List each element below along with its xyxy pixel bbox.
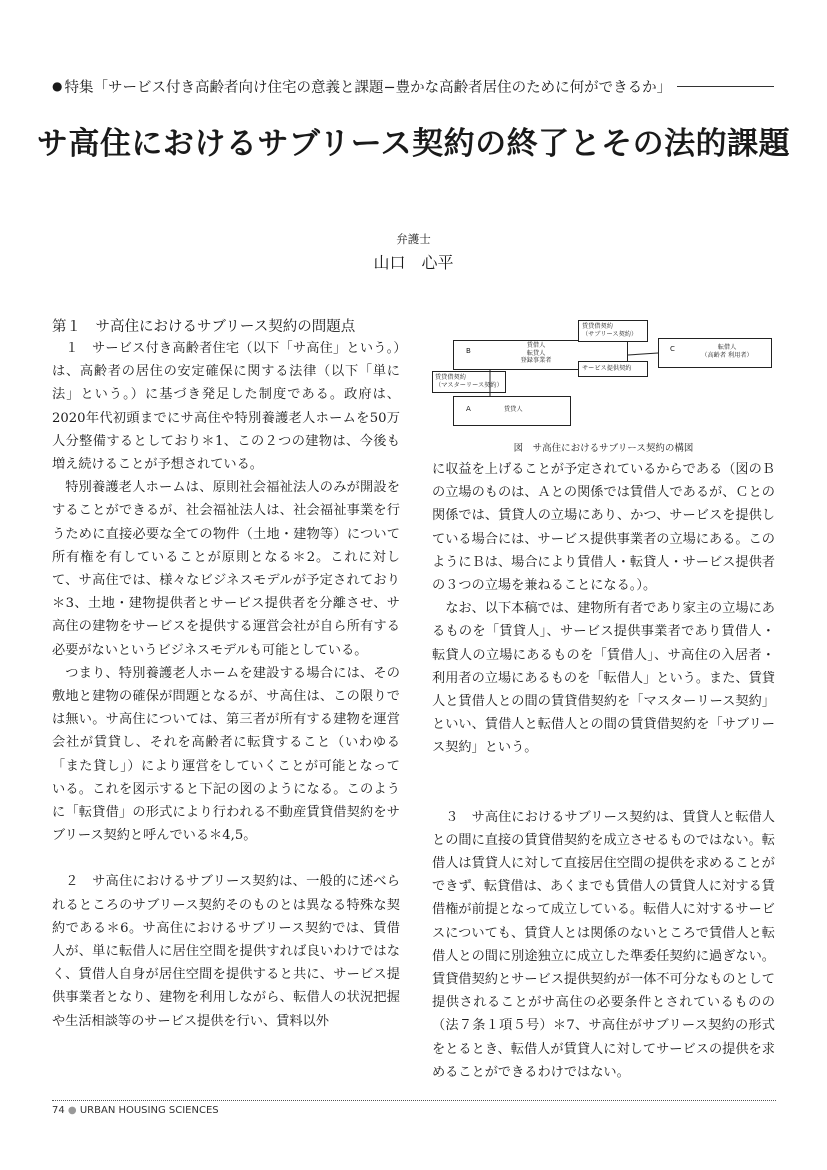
paragraph: なお、以下本稿では、建物所有者であり家主の立場にあるものを「賃貸人」、サービス提供事業者であり賃借人・転貸人の立場にあるものを「賃借人」、サ高住の入居者・利用者の立場にあるものを「転借人」という。また、賃貸人と賃借人との間の賃貸借契約を「マスターリース契約」といい、賃借人と転借人との間の賃貸借契約を「サブリース契約」という。	[432, 601, 775, 756]
party-b-roles: 賃借人 転貸人 登録事業者	[520, 342, 552, 364]
series-header	[52, 74, 774, 98]
article-title: サ高住におけるサブリース契約の終了とその法的課題	[36, 126, 791, 162]
journal-name: URBAN HOUSING SCIENCES	[79, 1105, 219, 1116]
paragraph: １ サービス付き高齢者住宅（以下「サ高住」という。）は、高齢者の居住の安定確保に関する法律（以下「単に法」という。）に基づき発足した制度である。政府は、2020年代初頭までにサ高住や特別養護老人ホームを50万人分整備するとしており＊1、この２つの建物は、今後も増え続けることが予想されている。	[52, 341, 400, 473]
figure-caption: 図 サ高住におけるサブリース契約の構図	[513, 443, 694, 454]
series-bullet: ●	[52, 79, 63, 93]
author-name: 山口 心平	[373, 253, 454, 272]
sublease-diagram	[430, 318, 777, 453]
author-role: 弁護士	[396, 232, 431, 246]
right-column	[432, 458, 775, 1084]
paragraph: ３ サ高住におけるサブリース契約は、賃貸人と転借人との間に直接の賃貸借契約を成立させるものではない。転借人は賃貸人に対して直接居住空間の提供を求めることができず、転貸借は、あくまでも賃借人の賃貸人に対する賃借権が前提となって成立している。転借人に対するサービスについても、賃貸人とは関係のないところで賃借人と転借人との間に別途独立に成立した準委任契約に過ぎない。賃貸借契約とサービス提供契約が一体不可分なものとして提供されることがサ高住の必要条件とされているものの（法７条１項５号）＊7、サ高住がサブリース契約の形式をとるとき、転借人が賃貸人に対してサービスの提供を求めることができるわけではない。	[432, 809, 775, 1080]
party-c-roles: 転借人 （高齢者 利用者）	[701, 344, 753, 359]
series-text: 特集「サービス付き高齢者向け住宅の意義と課題−豊かな高齢者居住のために何ができるか」	[64, 79, 672, 96]
master-lease-label: 賃貸借契約 （マスターリース契約）	[435, 374, 503, 389]
service-contract-label: サービス提供契約	[582, 365, 632, 372]
paragraph: ２ サ高住におけるサブリース契約は、一般的に述べられるところのサブリース契約そのものとは異なる特殊な契約である＊6。サ高住におけるサブリース契約では、賃借人が、単に転借人に居住空間を提供すれば良いわけではなく、賃借人自身が居住空間を提供すると共に、サービス提供事業者となり、建物を利用しながら、転借人の状況把握や生活相談等のサービス提供を行い、賃料以外	[52, 874, 400, 1029]
party-c-letter: C	[670, 345, 675, 353]
diagram-connectors	[430, 318, 777, 438]
section-heading: 第１ サ高住におけるサブリース契約の問題点	[52, 319, 356, 335]
paragraph: 特別養護老人ホームは、原則社会福祉法人のみが開設をすることができるが、社会福祉法人は、社会福祉事業を行うために直接必要な全ての物件（土地・建物等）について所有権を有していることが原則となる＊2。これに対して、サ高住では、様々なビジネスモデルが予定されており＊3、土地・建物提供者とサービス提供者を分離させ、サ高住の建物をサービスを提供する運営会社が自ら所有する必要がないというビジネスモデルも可能としている。	[52, 480, 400, 658]
paragraph: つまり、特別養護老人ホームを建設する場合には、その敷地と建物の確保が問題となるが、サ高住は、この限りでは無い。サ高住については、第三者が所有する建物を運営会社が賃貸し、それを高齢者に転貸すること（いわゆる「また貸し」）により運営をしていくことが可能となっている。これを図示すると下記の図のようになる。このように「転貸借」の形式により行われる不動産賃貸借契約をサブリース契約と呼んでいる＊4,5。	[52, 665, 400, 844]
party-a-role: 賃貸人	[504, 406, 523, 413]
party-b-letter: B	[466, 347, 471, 355]
page-footer	[52, 1100, 776, 1116]
sublease-contract-label: 賃貸借契約 （サブリース契約）	[582, 323, 638, 338]
footer-dot: ●	[67, 1105, 77, 1116]
left-column	[52, 337, 400, 1033]
page-number: 74	[52, 1105, 65, 1116]
series-rule	[677, 86, 774, 87]
paragraph: に収益を上げることが予定されているからである（図のＢの立場のものは、Ａとの関係では賃借人であるが、Ｃとの関係では、賃貸人の立場にあり、かつ、サービスを提供している場合には、サービス提供事業者の立場にある。このようにＢは、場合により賃借人・転貸人・サービス提供者の３つの立場を兼ねることになる。）。	[432, 462, 775, 594]
party-a-letter: A	[466, 405, 471, 413]
